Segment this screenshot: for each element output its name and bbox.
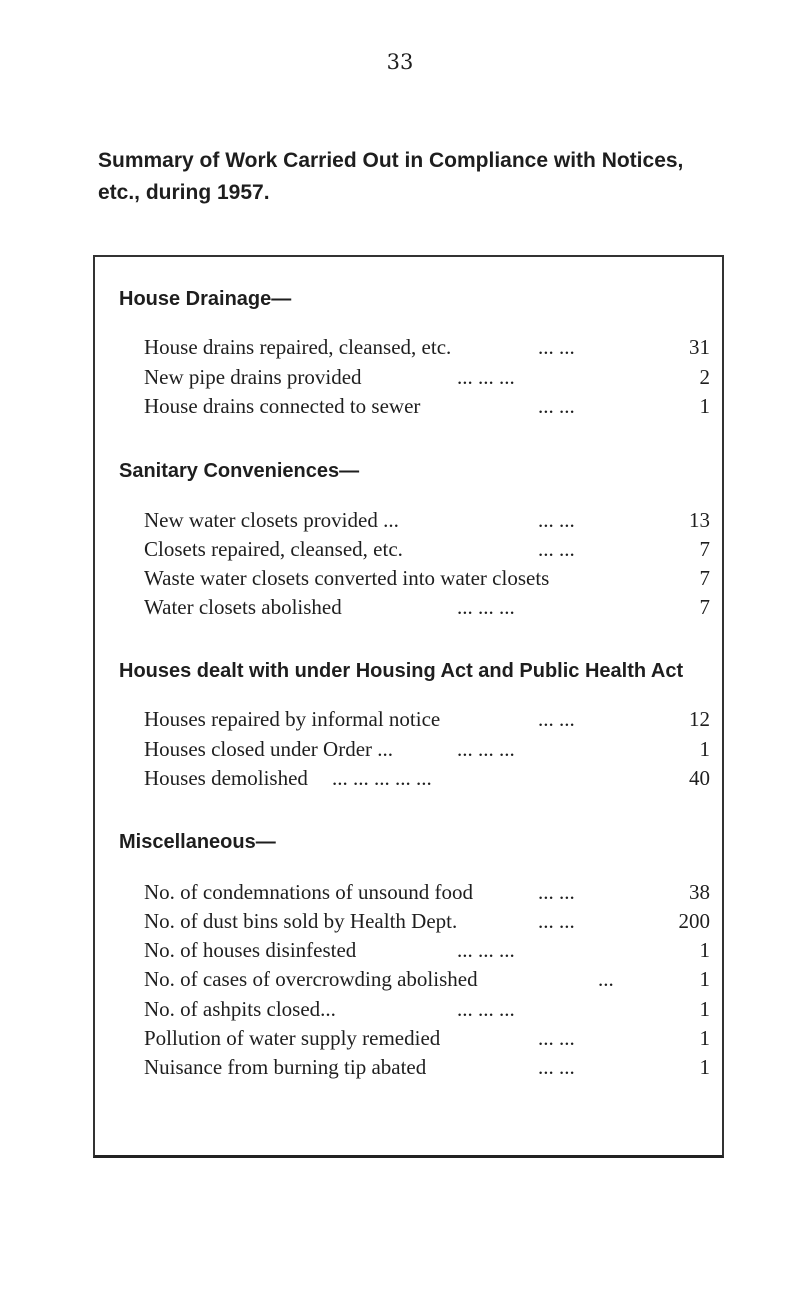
table-row — [144, 591, 710, 623]
section-heading-miscellaneous: Miscellaneous— — [119, 831, 276, 853]
row-value: 12 — [689, 707, 710, 731]
row-value: 200 — [678, 909, 710, 933]
row-label: Waste water closets converted into water closets — [144, 566, 550, 590]
table-row — [144, 361, 710, 393]
row-label: Water closets abolished — [144, 595, 342, 619]
leader-dots: ... ... ... — [457, 595, 515, 619]
table-row — [144, 504, 710, 536]
row-label: Houses closed under Order ... — [144, 737, 394, 761]
row-value: 1 — [699, 997, 710, 1021]
table-row — [144, 1051, 710, 1083]
row-label: House drains connected to sewer — [144, 394, 421, 418]
title-line-2: etc., during 1957. — [98, 181, 270, 204]
table-row — [144, 963, 710, 995]
row-label: No. of houses disinfested — [144, 938, 357, 962]
row-value: 7 — [699, 566, 710, 590]
section-heading-housing-act: Houses dealt with under Housing Act and Public Health Act — [119, 660, 684, 682]
leader-dots: ... ... ... ... ... — [332, 766, 432, 790]
leader-dots: ... ... ... — [457, 737, 515, 761]
row-label: New water closets provided ... — [144, 508, 399, 532]
table-row — [144, 934, 710, 966]
row-label: No. of dust bins sold by Health Dept. — [144, 909, 458, 933]
table-row — [144, 905, 710, 937]
table-row — [144, 533, 710, 565]
leader-dots: ... ... ... — [457, 938, 515, 962]
row-value: 1 — [699, 938, 710, 962]
row-label: Houses demolished — [144, 766, 308, 790]
table-row — [144, 993, 710, 1025]
leader-dots: ... ... — [538, 335, 575, 359]
leader-dots: ... ... — [538, 909, 575, 933]
row-label: Nuisance from burning tip abated — [144, 1055, 427, 1079]
leader-dots: ... ... — [538, 508, 575, 532]
section-heading-sanitary-conveniences: Sanitary Conveniences— — [119, 460, 360, 482]
row-value: 1 — [699, 1055, 710, 1079]
row-label: New pipe drains provided — [144, 365, 362, 389]
leader-dots: ... ... — [538, 537, 575, 561]
row-label: No. of condemnations of unsound food — [144, 880, 473, 904]
row-value: 7 — [699, 595, 710, 619]
row-value: 13 — [689, 508, 710, 532]
row-value: 38 — [689, 880, 710, 904]
row-label: No. of cases of overcrowding abolished — [144, 967, 478, 991]
row-label: Houses repaired by informal notice — [144, 707, 441, 731]
row-value: 7 — [699, 537, 710, 561]
row-value: 31 — [689, 335, 710, 359]
title-line-1: Summary of Work Carried Out in Compliance with Notices, — [98, 149, 684, 172]
leader-dots: ... ... — [538, 394, 575, 418]
table-row — [144, 762, 710, 794]
leader-dots: ... ... ... — [457, 365, 515, 389]
table-row — [144, 733, 710, 765]
leader-dots: ... ... — [538, 707, 575, 731]
page-title — [98, 145, 738, 209]
page-number: 33 — [386, 50, 414, 74]
table-row — [144, 390, 710, 422]
row-value: 40 — [689, 766, 710, 790]
row-value: 1 — [699, 967, 710, 991]
row-label: No. of ashpits closed... — [144, 997, 336, 1021]
row-value: 1 — [699, 1026, 710, 1050]
leader-dots: ... ... — [538, 880, 575, 904]
table-row — [144, 562, 710, 594]
leader-dots: ... ... — [538, 1055, 575, 1079]
row-value: 1 — [699, 737, 710, 761]
leader-dots: ... ... — [538, 1026, 575, 1050]
table-row — [144, 1022, 710, 1054]
table-row — [144, 703, 710, 735]
leader-dots: ... ... ... — [457, 997, 515, 1021]
row-value: 2 — [699, 365, 710, 389]
row-label: Closets repaired, cleansed, etc. — [144, 537, 403, 561]
table-row — [144, 331, 710, 363]
section-heading-house-drainage: House Drainage— — [119, 288, 292, 310]
row-label: House drains repaired, cleansed, etc. — [144, 335, 452, 359]
leader-dots: ... — [598, 967, 614, 991]
row-value: 1 — [699, 394, 710, 418]
row-label: Pollution of water supply remedied — [144, 1026, 441, 1050]
table-row — [144, 876, 710, 908]
